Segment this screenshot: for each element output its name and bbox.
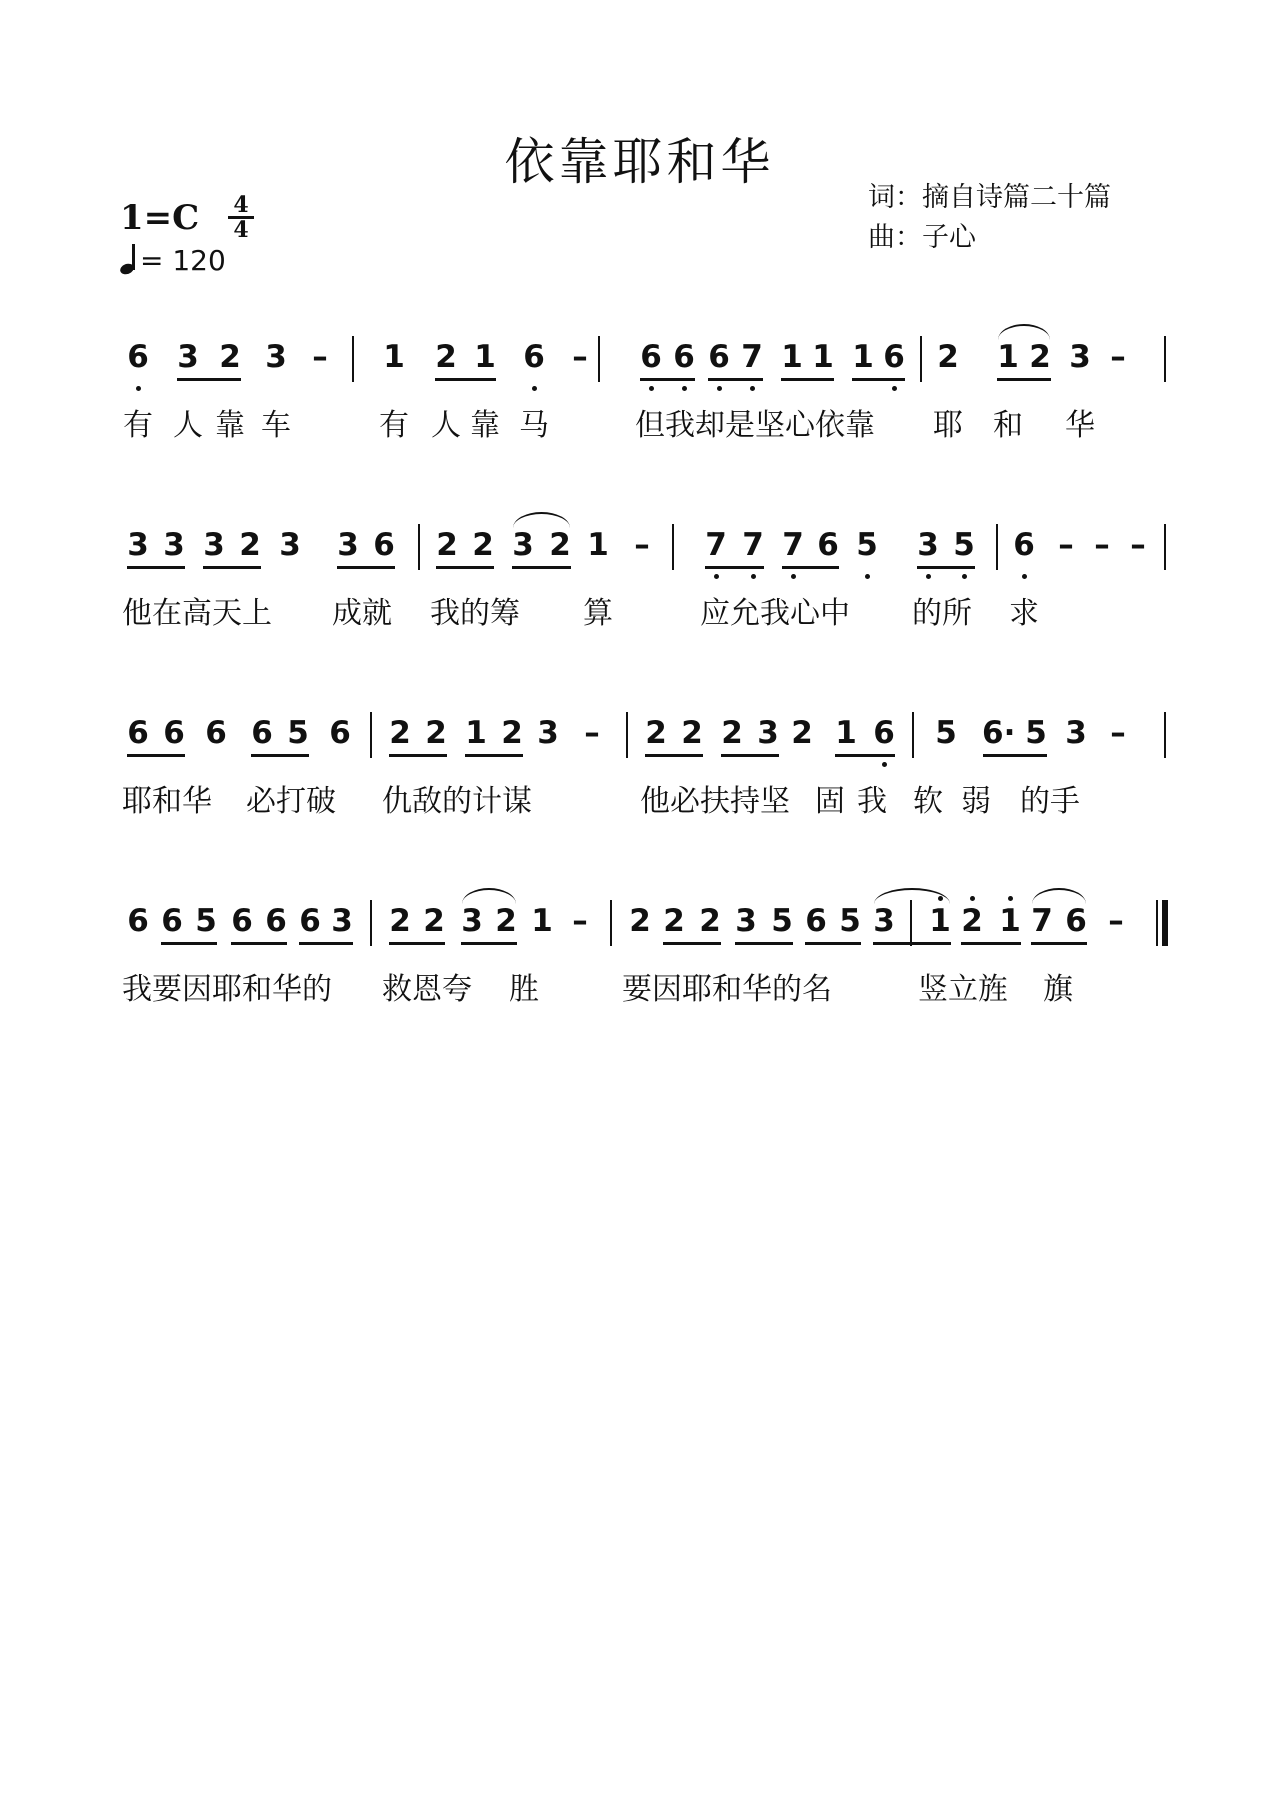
lyric: 竖立旌 xyxy=(918,972,1008,1007)
lower-octave-dot xyxy=(750,386,755,391)
note: 6 xyxy=(299,903,321,939)
lyric: 他在高天上 xyxy=(122,596,272,631)
note: 2 xyxy=(435,339,457,375)
dash-extension: – xyxy=(634,527,650,563)
note: 5 xyxy=(856,527,878,563)
eighth-underline xyxy=(835,754,895,757)
slur-arc xyxy=(462,888,516,904)
score-row xyxy=(0,706,1279,846)
lyric: 固 xyxy=(815,784,845,819)
lyric: 人 xyxy=(431,408,461,443)
note: 3 xyxy=(537,715,559,751)
slur-arc xyxy=(874,888,950,904)
dash-extension: – xyxy=(1094,527,1110,563)
note: 6 xyxy=(127,339,149,375)
note: 2 xyxy=(699,903,721,939)
lower-octave-dot xyxy=(682,386,687,391)
note: 2 xyxy=(1029,339,1051,375)
barline xyxy=(352,336,354,382)
note: 2 xyxy=(645,715,667,751)
note: 6 xyxy=(163,715,185,751)
note: 3 xyxy=(917,527,939,563)
lower-octave-dot xyxy=(1022,574,1027,579)
eighth-underline xyxy=(873,942,951,945)
tempo-marking xyxy=(120,244,226,277)
note: 2 xyxy=(721,715,743,751)
barline xyxy=(370,900,372,946)
note: 2 xyxy=(389,903,411,939)
note: 3 xyxy=(331,903,353,939)
eighth-underline xyxy=(337,566,395,569)
eighth-underline xyxy=(461,942,517,945)
eighth-underline xyxy=(805,942,861,945)
notes-line xyxy=(0,894,1279,974)
tempo-value: = 120 xyxy=(140,244,226,277)
note: 5 xyxy=(195,903,217,939)
dash-extension: – xyxy=(1058,527,1074,563)
note: 2 xyxy=(423,903,445,939)
note: 2 xyxy=(791,715,813,751)
note: 3 xyxy=(757,715,779,751)
note: 6 xyxy=(329,715,351,751)
lower-octave-dot xyxy=(717,386,722,391)
lyric: 胜 xyxy=(509,972,539,1007)
lyric: 他必扶持坚 xyxy=(640,784,790,819)
upper-octave-dot xyxy=(970,896,975,901)
lyric: 要因耶和华的名 xyxy=(622,972,832,1007)
quarter-note-icon xyxy=(120,246,138,274)
note: 3 xyxy=(337,527,359,563)
slur-arc xyxy=(1032,888,1086,904)
eighth-underline xyxy=(512,566,571,569)
eighth-underline xyxy=(917,566,975,569)
lyric: 马 xyxy=(519,408,549,443)
eighth-underline xyxy=(721,754,779,757)
note: 1 xyxy=(929,903,951,939)
note: 1 xyxy=(852,339,874,375)
lyric: 救恩夸 xyxy=(382,972,472,1007)
barline xyxy=(920,336,922,382)
eighth-underline xyxy=(177,378,241,381)
lyric: 我 xyxy=(857,784,887,819)
lyric: 算 xyxy=(583,596,613,631)
note: 2 xyxy=(436,527,458,563)
note: 3 xyxy=(127,527,149,563)
note: 1 xyxy=(587,527,609,563)
note: 5 xyxy=(953,527,975,563)
note: 5 xyxy=(771,903,793,939)
note: 3 xyxy=(279,527,301,563)
time-numerator: 4 xyxy=(228,194,254,219)
note: 6 xyxy=(873,715,895,751)
note: 1 xyxy=(997,339,1019,375)
note: 6 xyxy=(708,339,730,375)
note: 2 xyxy=(961,903,983,939)
note: 6 xyxy=(265,903,287,939)
note: 3 xyxy=(163,527,185,563)
note: 2 xyxy=(495,903,517,939)
eighth-underline xyxy=(705,566,764,569)
composer-credit: 曲：子心 xyxy=(868,222,976,253)
dash-extension: – xyxy=(1110,715,1126,751)
lower-octave-dot xyxy=(962,574,967,579)
lower-octave-dot xyxy=(136,386,141,391)
barline xyxy=(1164,524,1166,570)
lyric: 仇敌的计谋 xyxy=(382,784,532,819)
note: 2 xyxy=(663,903,685,939)
lyric: 的所 xyxy=(912,596,972,631)
lyric: 应允我心中 xyxy=(700,596,850,631)
note: 6 xyxy=(1013,527,1035,563)
dash-extension: – xyxy=(312,339,328,375)
eighth-underline xyxy=(1031,942,1087,945)
note: 1 xyxy=(835,715,857,751)
note: 6 xyxy=(883,339,905,375)
note: 6 xyxy=(805,903,827,939)
note: 7 xyxy=(742,527,764,563)
note: 5 xyxy=(839,903,861,939)
barline xyxy=(912,712,914,758)
notes-line xyxy=(0,330,1279,410)
note: 1 xyxy=(781,339,803,375)
lower-octave-dot xyxy=(791,574,796,579)
lyric: 我要因耶和华的 xyxy=(122,972,332,1007)
eighth-underline xyxy=(389,942,445,945)
lyric: 求 xyxy=(1009,596,1039,631)
note: 6 xyxy=(127,715,149,751)
note: 3 xyxy=(461,903,483,939)
score-row xyxy=(0,894,1279,1034)
lyric: 和 xyxy=(993,408,1023,443)
note: 2 xyxy=(425,715,447,751)
note: 5 xyxy=(935,715,957,751)
note: 6 xyxy=(523,339,545,375)
lyric: 靠 xyxy=(470,408,500,443)
note: 1 xyxy=(383,339,405,375)
barline xyxy=(1156,900,1158,946)
note: 6 xyxy=(817,527,839,563)
eighth-underline xyxy=(645,754,703,757)
barline xyxy=(626,712,628,758)
lyric: 软 xyxy=(913,784,943,819)
lower-octave-dot xyxy=(649,386,654,391)
notes-line xyxy=(0,518,1279,598)
barline xyxy=(598,336,600,382)
lower-octave-dot xyxy=(865,574,870,579)
note: 6 xyxy=(373,527,395,563)
upper-octave-dot xyxy=(1008,896,1013,901)
note: 1 xyxy=(531,903,553,939)
note: 3 xyxy=(512,527,534,563)
note: 3 xyxy=(1065,715,1087,751)
note: 1 xyxy=(465,715,487,751)
note: 3 xyxy=(177,339,199,375)
lower-octave-dot xyxy=(751,574,756,579)
score-meta xyxy=(120,190,280,280)
lyric: 旗 xyxy=(1043,972,1073,1007)
dash-extension: – xyxy=(584,715,600,751)
barline xyxy=(1164,712,1166,758)
note: 2 xyxy=(219,339,241,375)
barline xyxy=(996,524,998,570)
slur-arc xyxy=(998,324,1050,340)
note: 6 xyxy=(127,903,149,939)
lyric: 车 xyxy=(261,408,291,443)
time-signature xyxy=(228,194,254,241)
eighth-underline xyxy=(299,942,353,945)
note: 2 xyxy=(549,527,571,563)
dash-extension: – xyxy=(1130,527,1146,563)
barline xyxy=(910,900,912,946)
eighth-underline xyxy=(983,754,1047,757)
lyric: 有 xyxy=(123,408,153,443)
note: 3 xyxy=(873,903,895,939)
lyric: 必打破 xyxy=(246,784,336,819)
note: 7 xyxy=(741,339,763,375)
eighth-underline xyxy=(127,566,185,569)
dash-extension: – xyxy=(572,339,588,375)
note: 2 xyxy=(501,715,523,751)
lyric: 弱 xyxy=(961,784,991,819)
barline xyxy=(370,712,372,758)
note: 1 xyxy=(474,339,496,375)
note: 6 xyxy=(673,339,695,375)
eighth-underline xyxy=(708,378,763,381)
lower-octave-dot xyxy=(532,386,537,391)
note: 3 xyxy=(203,527,225,563)
lyric: 但我却是坚心依靠 xyxy=(635,408,875,443)
lower-octave-dot xyxy=(892,386,897,391)
note: 1 xyxy=(999,903,1021,939)
credits xyxy=(868,178,1111,258)
note: 5 xyxy=(1025,715,1047,751)
note: 2 xyxy=(472,527,494,563)
note: 2 xyxy=(681,715,703,751)
time-denominator: 4 xyxy=(233,217,249,243)
note: 6 xyxy=(161,903,183,939)
note: 2 xyxy=(937,339,959,375)
barline xyxy=(672,524,674,570)
eighth-underline xyxy=(436,566,494,569)
score-row xyxy=(0,518,1279,658)
note: 2 xyxy=(389,715,411,751)
eighth-underline xyxy=(465,754,523,757)
lyric: 的手 xyxy=(1020,784,1080,819)
eighth-underline xyxy=(640,378,695,381)
note: 2 xyxy=(629,903,651,939)
eighth-underline xyxy=(231,942,287,945)
note: 3 xyxy=(265,339,287,375)
eighth-underline xyxy=(127,754,185,757)
eighth-underline xyxy=(203,566,261,569)
lyric: 耶和华 xyxy=(122,784,212,819)
note: 7 xyxy=(1031,903,1053,939)
note: 7 xyxy=(705,527,727,563)
dash-extension: – xyxy=(572,903,588,939)
note: 6 xyxy=(231,903,253,939)
note: 6 xyxy=(205,715,227,751)
lyric: 人 xyxy=(173,408,203,443)
note: 5 xyxy=(287,715,309,751)
barline xyxy=(1164,336,1166,382)
lyric: 成就 xyxy=(332,596,392,631)
score-row xyxy=(0,330,1279,470)
eighth-underline xyxy=(161,942,217,945)
eighth-underline xyxy=(435,378,496,381)
lyric: 我的筹 xyxy=(430,596,520,631)
lyric: 华 xyxy=(1065,408,1095,443)
barline xyxy=(610,900,612,946)
note: 6 xyxy=(640,339,662,375)
note: 6 xyxy=(251,715,273,751)
song-title: 依靠耶和华 xyxy=(504,133,775,191)
dash-extension: – xyxy=(1108,903,1124,939)
lyric: 耶 xyxy=(933,408,963,443)
lower-octave-dot xyxy=(926,574,931,579)
note: 3 xyxy=(735,903,757,939)
eighth-underline xyxy=(251,754,309,757)
eighth-underline xyxy=(781,378,834,381)
note: 2 xyxy=(239,527,261,563)
dash-extension: – xyxy=(1110,339,1126,375)
lower-octave-dot xyxy=(882,762,887,767)
lyric: 有 xyxy=(379,408,409,443)
note: 6· xyxy=(982,715,1016,751)
final-barline xyxy=(1162,900,1168,946)
eighth-underline xyxy=(852,378,905,381)
note: 6 xyxy=(1065,903,1087,939)
lyricist-credit: 词：摘自诗篇二十篇 xyxy=(868,182,1111,213)
note: 3 xyxy=(1069,339,1091,375)
slur-arc xyxy=(513,512,570,528)
eighth-underline xyxy=(782,566,839,569)
note: 1 xyxy=(812,339,834,375)
barline xyxy=(418,524,420,570)
lower-octave-dot xyxy=(714,574,719,579)
eighth-underline xyxy=(961,942,1021,945)
lyric: 靠 xyxy=(215,408,245,443)
key-signature: 1=C xyxy=(120,198,200,238)
eighth-underline xyxy=(735,942,793,945)
note: 7 xyxy=(782,527,804,563)
eighth-underline xyxy=(997,378,1051,381)
eighth-underline xyxy=(663,942,721,945)
eighth-underline xyxy=(389,754,447,757)
notes-line xyxy=(0,706,1279,786)
